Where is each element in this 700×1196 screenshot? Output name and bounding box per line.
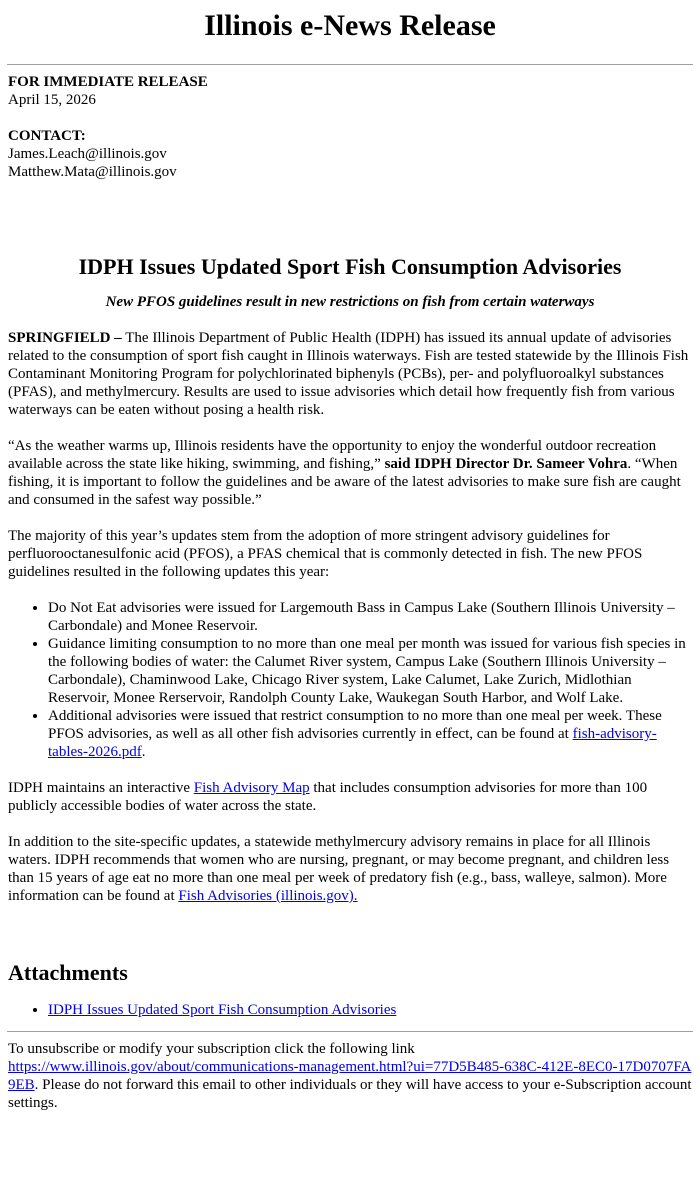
masthead-title: Illinois e-News Release bbox=[204, 9, 496, 42]
paragraph-intro bbox=[8, 329, 692, 419]
footer bbox=[8, 1040, 692, 1112]
attachments-list bbox=[8, 1001, 692, 1019]
list-item: • Guidance limiting consumption to no more than one meal per month was issued for various fish species in the following bodies of water: the Calumet River system, Campus Lake (Southern Illinois University – Carbondale), Chaminwood Lake, Chicago River system, Lake Calumet, Lake Zurich, Midlothian Reservoir, Monee Rerservoir, Randolph County Lake, Waukegan South Harbor, and Wolf Lake. bbox=[48, 635, 692, 707]
attachments-heading: Attachments bbox=[8, 960, 128, 985]
unsubscribe-text: To unsubscribe or modify your subscription click the following link bbox=[8, 1041, 415, 1057]
intro-text: The Illinois Department of Public Health (IDPH) has issued its annual update of advisories related to the consumption of sport fish caught in Illinois waterways. Fish are tested statewide by the Illinois Fish Contaminant Monitoring Program for polychlorinated biphenyls (PCBs), per- and polyfluoroalkyl substances (PFAS), and methylmercury. Results are used to issue advisories which detail how frequently fish from various waterways can be eaten without posing a health risk. bbox=[8, 330, 689, 418]
attachment-link[interactable]: IDPH Issues Updated Sport Fish Consumption Advisories bbox=[48, 1002, 397, 1018]
paragraph-quote bbox=[8, 437, 692, 509]
top-divider bbox=[7, 64, 693, 65]
map-pre: IDPH maintains an interactive bbox=[8, 780, 194, 796]
paragraph-map bbox=[8, 779, 692, 815]
quote-rest: . “When fishing, it is important to follow the guidelines and be aware of the latest advisories to make sure fish are caught and consumed in the safest way possible.” bbox=[8, 456, 681, 508]
unsubscribe-link[interactable]: https://www.illinois.gov/about/communications-management.html?ui=77D5B485-638C-412E-8EC0-17D0707FA9EB bbox=[8, 1059, 692, 1093]
bullet3-end: . bbox=[141, 744, 146, 760]
release-date: April 15, 2026 bbox=[8, 92, 96, 108]
updates-list bbox=[8, 599, 692, 761]
paragraph-pfos: The majority of this year’s updates stem from the adoption of more stringent advisory guidelines for perfluorooctanesulfonic acid (PFOS), a PFAS chemical that is commonly detected in fish. The new PFOS guidelines resulted in the following updates this year: bbox=[8, 528, 643, 580]
contact-email-1: James.Leach@illinois.gov bbox=[8, 146, 167, 162]
list-item: • Do Not Eat advisories were issued for Largemouth Bass in Campus Lake (Southern Illinois University – Carbondale) and Monee Reservoir. bbox=[48, 599, 692, 635]
release-label: FOR IMMEDIATE RELEASE bbox=[8, 74, 208, 90]
map-post: that includes consumption advisories for more than 100 publicly accessible bodies of water across the state. bbox=[8, 780, 648, 814]
fish-advisory-map-link[interactable]: Fish Advisory Map bbox=[193, 780, 310, 796]
quote-text: “As the weather warms up, Illinois residents have the opportunity to enjoy the wonderful outdoor recreation available across the state like hiking, swimming, and fishing,” bbox=[8, 438, 657, 472]
article-headline: IDPH Issues Updated Sport Fish Consumption Advisories bbox=[78, 254, 622, 279]
mercury-text: In addition to the site-specific updates, a statewide methylmercury advisory remains in place for all Illinois waters. IDPH recommends that women who are nursing, pregnant, or may become pregnant, and children less than 15 years of age eat no more than one meal per week of predatory fish (e.g., bass, walleye, salmon). More information can be found at bbox=[8, 834, 670, 904]
advisory-tables-link[interactable]: fish-advisory-tables-2026.pdf bbox=[48, 726, 657, 760]
quote-attribution: said IDPH Director Dr. Sameer Vohra bbox=[380, 456, 628, 472]
dateline: SPRINGFIELD – bbox=[8, 330, 122, 346]
article-subhead: New PFOS guidelines result in new restrictions on fish from certain waterways bbox=[105, 294, 595, 310]
footer-rest: . Please do not forward this email to other individuals or they will have access to your e-Subscription account settings. bbox=[8, 1077, 692, 1111]
contact-label: CONTACT: bbox=[8, 128, 86, 144]
paragraph-methylmercury bbox=[8, 833, 692, 905]
list-item bbox=[48, 707, 692, 761]
attachment-item bbox=[48, 1001, 692, 1019]
fish-advisories-link[interactable]: Fish Advisories (illinois.gov). bbox=[178, 888, 358, 904]
bullet3-text: Additional advisories were issued that restrict consumption to no more than one meal per week. These PFOS advisories, as well as all other fish advisories currently in effect, can be found at bbox=[48, 708, 662, 742]
release-meta bbox=[8, 73, 692, 181]
contact-email-2: Matthew.Mata@illinois.gov bbox=[8, 164, 177, 180]
